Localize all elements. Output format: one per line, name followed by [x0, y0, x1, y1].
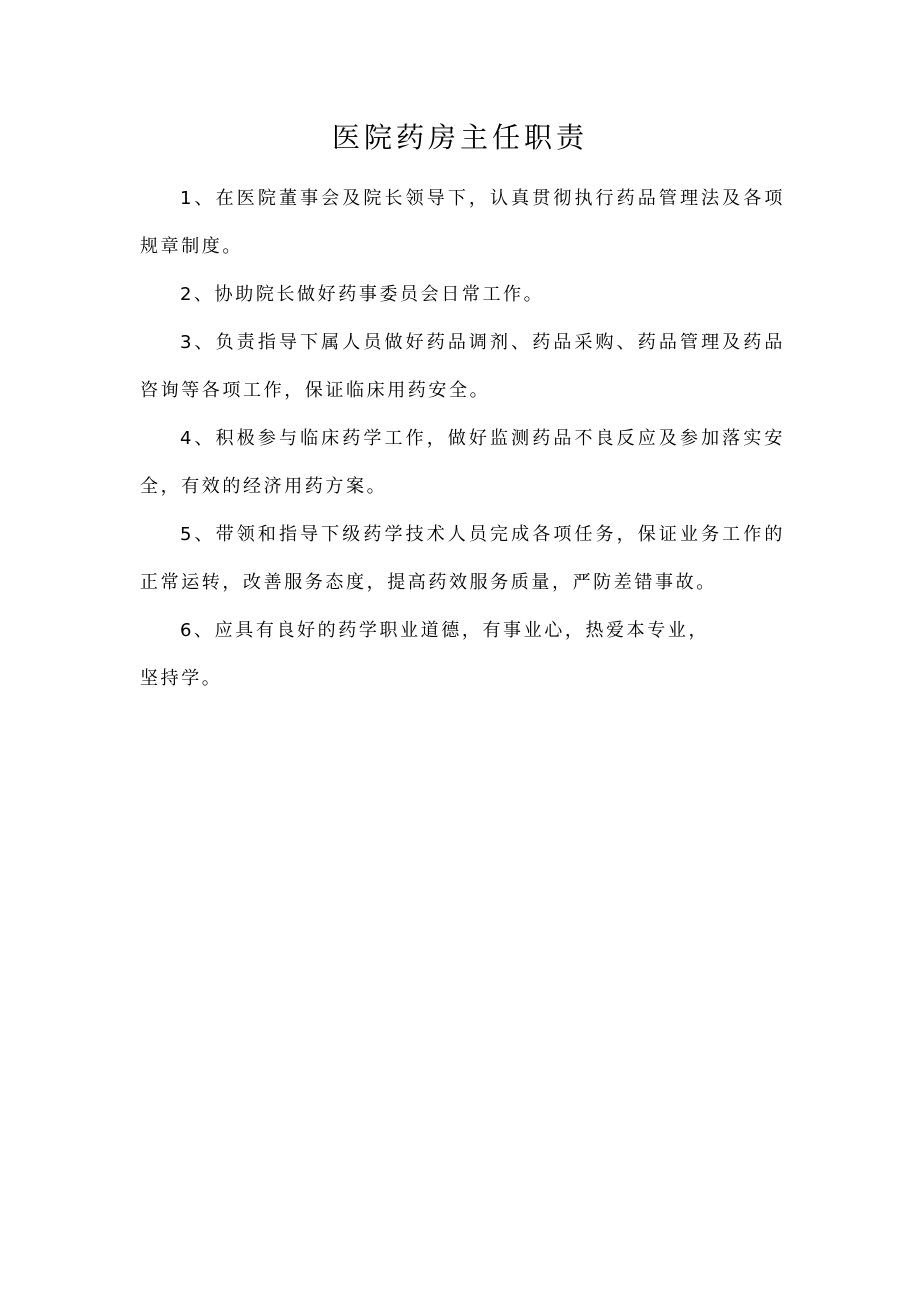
duty-item-1: 1、在医院董事会及院长领导下，认真贯彻执行药品管理法及各项规章制度。	[140, 188, 785, 257]
document-body	[140, 175, 785, 703]
duty-item-5: 5、带领和指导下级药学技术人员完成各项任务，保证业务工作的正常运转，改善服务态度，提高药效服务质量，严防差错事故。	[140, 524, 785, 593]
duty-item-2: 2、协助院长做好药事委员会日常工作。	[180, 284, 545, 305]
duty-item-6: 6、应具有良好的药学职业道德，有事业心，热爱本专业，	[180, 620, 710, 641]
duty-item-3: 3、负责指导下属人员做好药品调剂、药品采购、药品管理及药品咨询等各项工作，保证临床用药安全。	[140, 332, 785, 401]
document-title: 医院药房主任职责	[331, 121, 588, 154]
duty-item-6-continuation: 坚持学。	[140, 668, 223, 689]
duty-item-4: 4、积极参与临床药学工作，做好监测药品不良反应及参加落实安全，有效的经济用药方案。	[140, 428, 785, 497]
